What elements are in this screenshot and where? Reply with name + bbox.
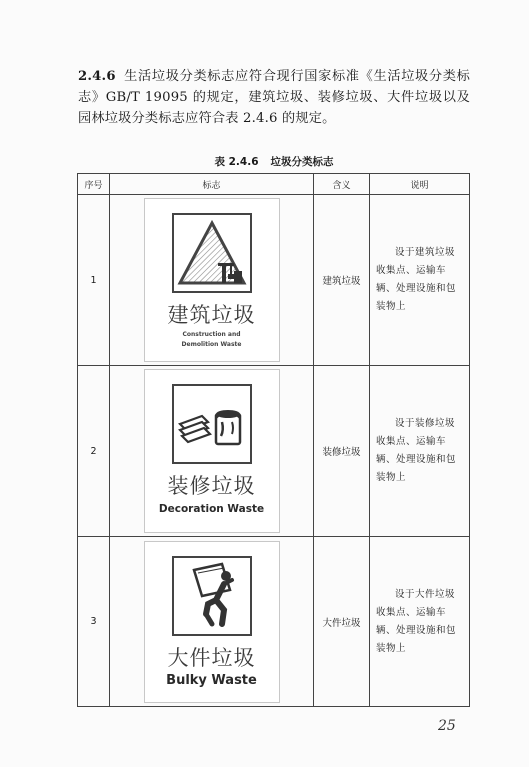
table-row <box>78 195 470 366</box>
bulky-waste-sign <box>144 541 280 703</box>
table-caption-title: 垃圾分类标志 <box>270 156 334 168</box>
construction-waste-sign <box>144 198 280 362</box>
header-sign: 标志 <box>110 174 314 195</box>
description-cell <box>370 366 470 537</box>
row-number: 3 <box>78 537 110 707</box>
sign-english-line2: Demolition Waste <box>181 341 242 348</box>
section-paragraph <box>78 66 470 129</box>
decoration-waste-sign <box>144 369 280 533</box>
section-text: 生活垃圾分类标志应符合现行国家标准《生活垃圾分类标志》GB/T 19095 的规定，建筑垃圾、装修垃圾、大件垃圾以及园林垃圾分类标志应符合表 2.4.6 的规定。 <box>78 69 470 126</box>
bulky-waste-icon <box>172 556 252 636</box>
page-number: 25 <box>438 718 456 734</box>
description-text: 设于大件垃圾收集点、运输车辆、处理设施和包装物上 <box>376 588 457 654</box>
description-text: 设于建筑垃圾收集点、运输车辆、处理设施和包装物上 <box>376 247 457 312</box>
row-number: 2 <box>78 366 110 537</box>
decoration-waste-icon <box>172 384 252 464</box>
table-caption <box>78 154 470 169</box>
header-meaning: 含义 <box>314 174 370 195</box>
meaning-cell: 大件垃圾 <box>314 537 370 707</box>
sign-english: Decoration Waste <box>158 503 265 515</box>
sign-english: Bulky Waste <box>166 672 257 688</box>
sign-cell <box>110 537 314 707</box>
sign-title: 建筑垃圾 <box>167 303 256 327</box>
sign-cell <box>110 366 314 537</box>
description-cell <box>370 537 470 707</box>
description-text: 设于装修垃圾收集点、运输车辆、处理设施和包装物上 <box>376 418 457 483</box>
sign-cell <box>110 195 314 366</box>
table-row <box>78 537 470 707</box>
meaning-cell: 建筑垃圾 <box>314 195 370 366</box>
sign-title: 大件垃圾 <box>167 645 256 670</box>
row-number: 1 <box>78 195 110 366</box>
sign-english-line1: Construction and <box>182 331 241 338</box>
table-row <box>78 366 470 537</box>
header-no: 序号 <box>78 174 110 195</box>
description-cell <box>370 195 470 366</box>
waste-sign-table <box>77 173 470 707</box>
sign-title: 装修垃圾 <box>167 474 256 498</box>
table-caption-id: 表 2.4.6 <box>214 156 259 168</box>
header-description: 说明 <box>370 174 470 195</box>
table-header-row <box>78 174 470 195</box>
section-number: 2.4.6 <box>78 69 116 84</box>
meaning-cell: 装修垃圾 <box>314 366 370 537</box>
construction-waste-icon <box>172 213 252 293</box>
